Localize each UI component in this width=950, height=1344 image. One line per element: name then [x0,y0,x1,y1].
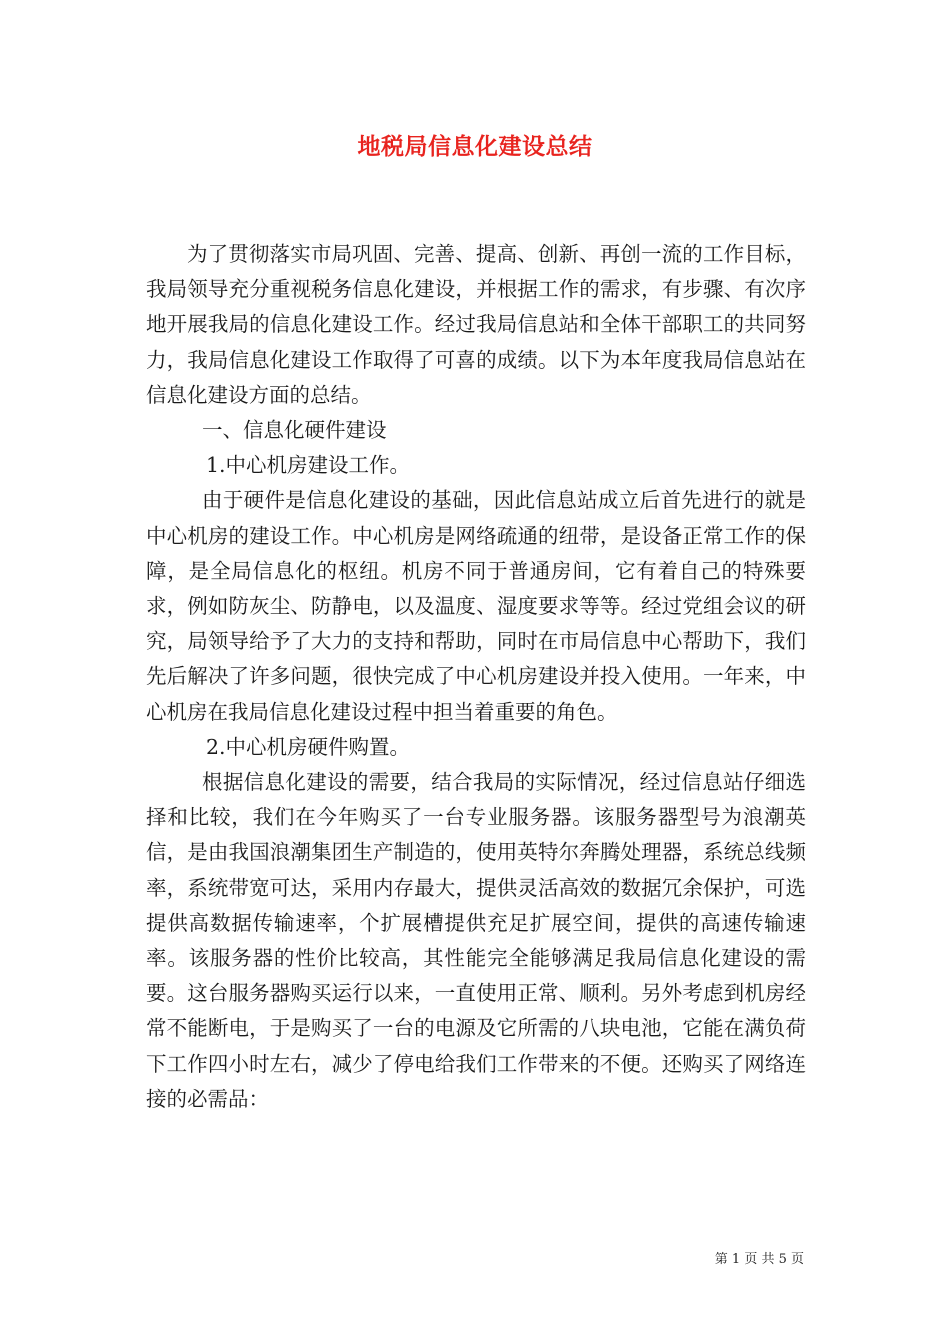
subsection-heading-hardware-purchase: 2.中心机房硬件购置。 [206,734,411,759]
hardware-purchase-paragraph: 根据信息化建设的需要，结合我局的实际情况，经过信息站仔细选择和比较，我们在今年购买了一台专业服务器。该服务器型号为浪潮英信，是由我国浪潮集团生产制造的，使用英特尔奔腾处理器，系统总线频率，系统带宽可达，采用内存最大，提供灵活高效的数据冗余保护，可选提供高数据传输速率，个扩展槽提供充足扩展空间，提供的高速传输速率。该服务器的性价比较高，其性能完全能够满足我局信息化建设的需要。这台服务器购买运行以来，一直使用正常、顺利。另外考虑到机房经常不能断电，于是购买了一台的电源及它所需的八块电池，它能在满负荷下工作四小时左右，减少了停电给我们工作带来的不便。还购买了网络连接的必需品： [146,770,806,1111]
subsection-heading-machine-room: 1.中心机房建设工作。 [206,453,411,478]
document-title: 地税局信息化建设总结 [357,134,593,160]
machine-room-paragraph: 由于硬件是信息化建设的基础，因此信息站成立后首先进行的就是中心机房的建设工作。中心机房是网络疏通的纽带，是设备正常工作的保障，是全局信息化的枢纽。机房不同于普通房间，它有着自己的特殊要求，例如防灰尘、防静电，以及温度、湿度要求等等。经过党组会议的研究，局领导给予了大力的支持和帮助，同时在市局信息中心帮助下，我们先后解决了许多问题，很快完成了中心机房建设并投入使用。一年来，中心机房在我局信息化建设过程中担当着重要的角色。 [146,488,806,724]
intro-paragraph: 为了贯彻落实市局巩固、完善、提高、创新、再创一流的工作目标，我局领导充分重视税务信息化建设，并根据工作的需求，有步骤、有次序地开展我局的信息化建设工作。经过我局信息站和全体干部职工的共同努力，我局信息化建设工作取得了可喜的成绩。以下为本年度我局信息站在信息化建设方面的总结。 [146,242,806,407]
document-body [146,237,806,1117]
section-heading-hardware: 一、信息化硬件建设 [202,418,387,443]
page-number-footer: 第 1 页 共 5 页 [714,1252,804,1267]
